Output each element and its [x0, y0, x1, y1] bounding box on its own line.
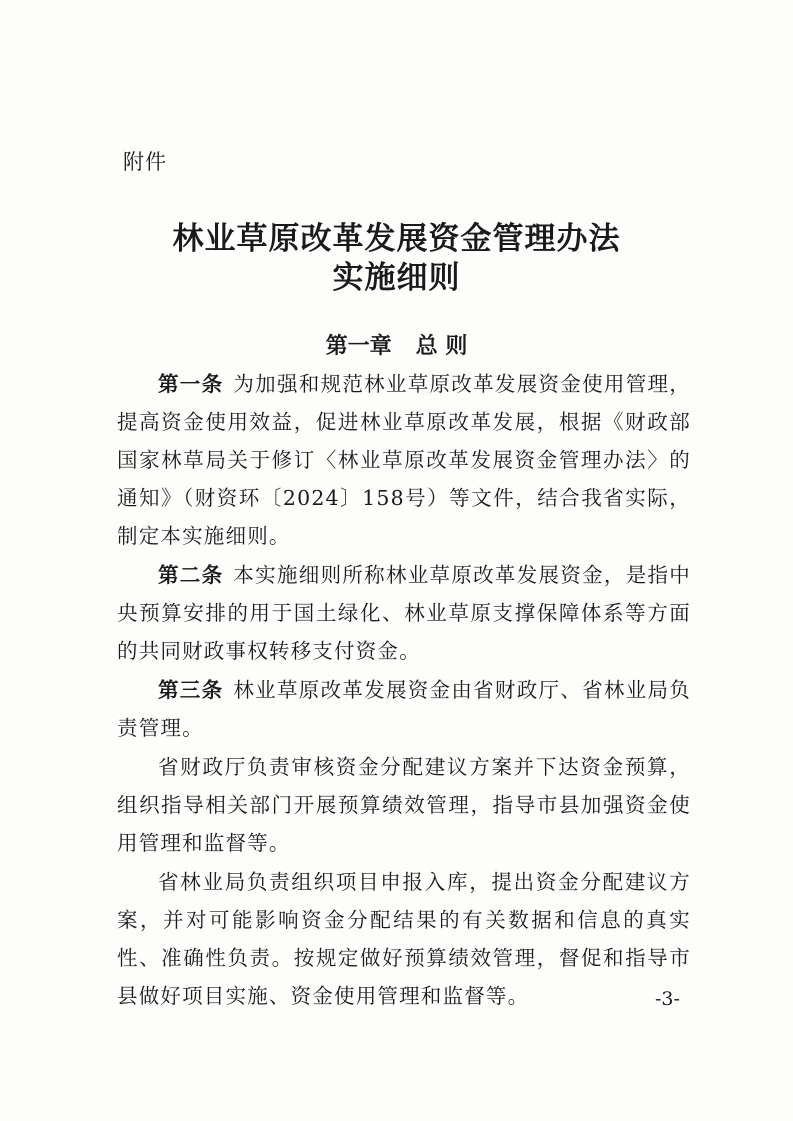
article-2-number: 第二条	[158, 563, 224, 587]
article-3-number: 第三条	[158, 678, 224, 702]
article-2-text: 本实施细则所称林业草原改革发展资金，是指中央预算安排的用于国土绿化、林业草原支撑保障体系等方面的共同财政事权转移支付资金。	[117, 563, 691, 663]
chapter-name: 总 则	[415, 334, 468, 359]
article-1	[117, 365, 691, 555]
chapter-number: 第一章	[325, 334, 392, 359]
document-title-line-2: 实施细则	[332, 260, 461, 296]
article-3	[117, 671, 691, 747]
chapter-heading	[0, 329, 793, 360]
page-number: -3-	[655, 988, 680, 1010]
paragraph-forestry-bureau: 省林业局负责组织项目申报入库，提出资金分配建议方案，并对可能影响资金分配结果的有关数据和信息的真实性、准确性负责。按规定做好预算绩效管理，督促和指导市县做好项目实施、资金使用管理和监督等。	[117, 870, 691, 1008]
article-3-text: 林业草原改革发展资金由省财政厅、省林业局负责管理。	[117, 678, 691, 740]
attachment-label: 附件	[123, 150, 167, 174]
article-2	[117, 556, 691, 670]
paragraph-finance-dept: 省财政厅负责审核资金分配建议方案并下达资金预算，组织指导相关部门开展预算绩效管理，指导市县加强资金使用管理和监督等。	[117, 755, 691, 855]
article-1-text: 为加强和规范林业草原改革发展资金使用管理，提高资金使用效益，促进林业草原改革发展，根据《财政部 国家林草局关于修订〈林业草原改革发展资金管理办法〉的通知》（财资环〔2024〕158号）等文件，结合我省实际，制定本实施细则。	[117, 372, 691, 548]
document-title-line-1: 林业草原改革发展资金管理办法	[172, 221, 621, 257]
article-1-number: 第一条	[158, 372, 224, 396]
document-body	[117, 365, 691, 1016]
